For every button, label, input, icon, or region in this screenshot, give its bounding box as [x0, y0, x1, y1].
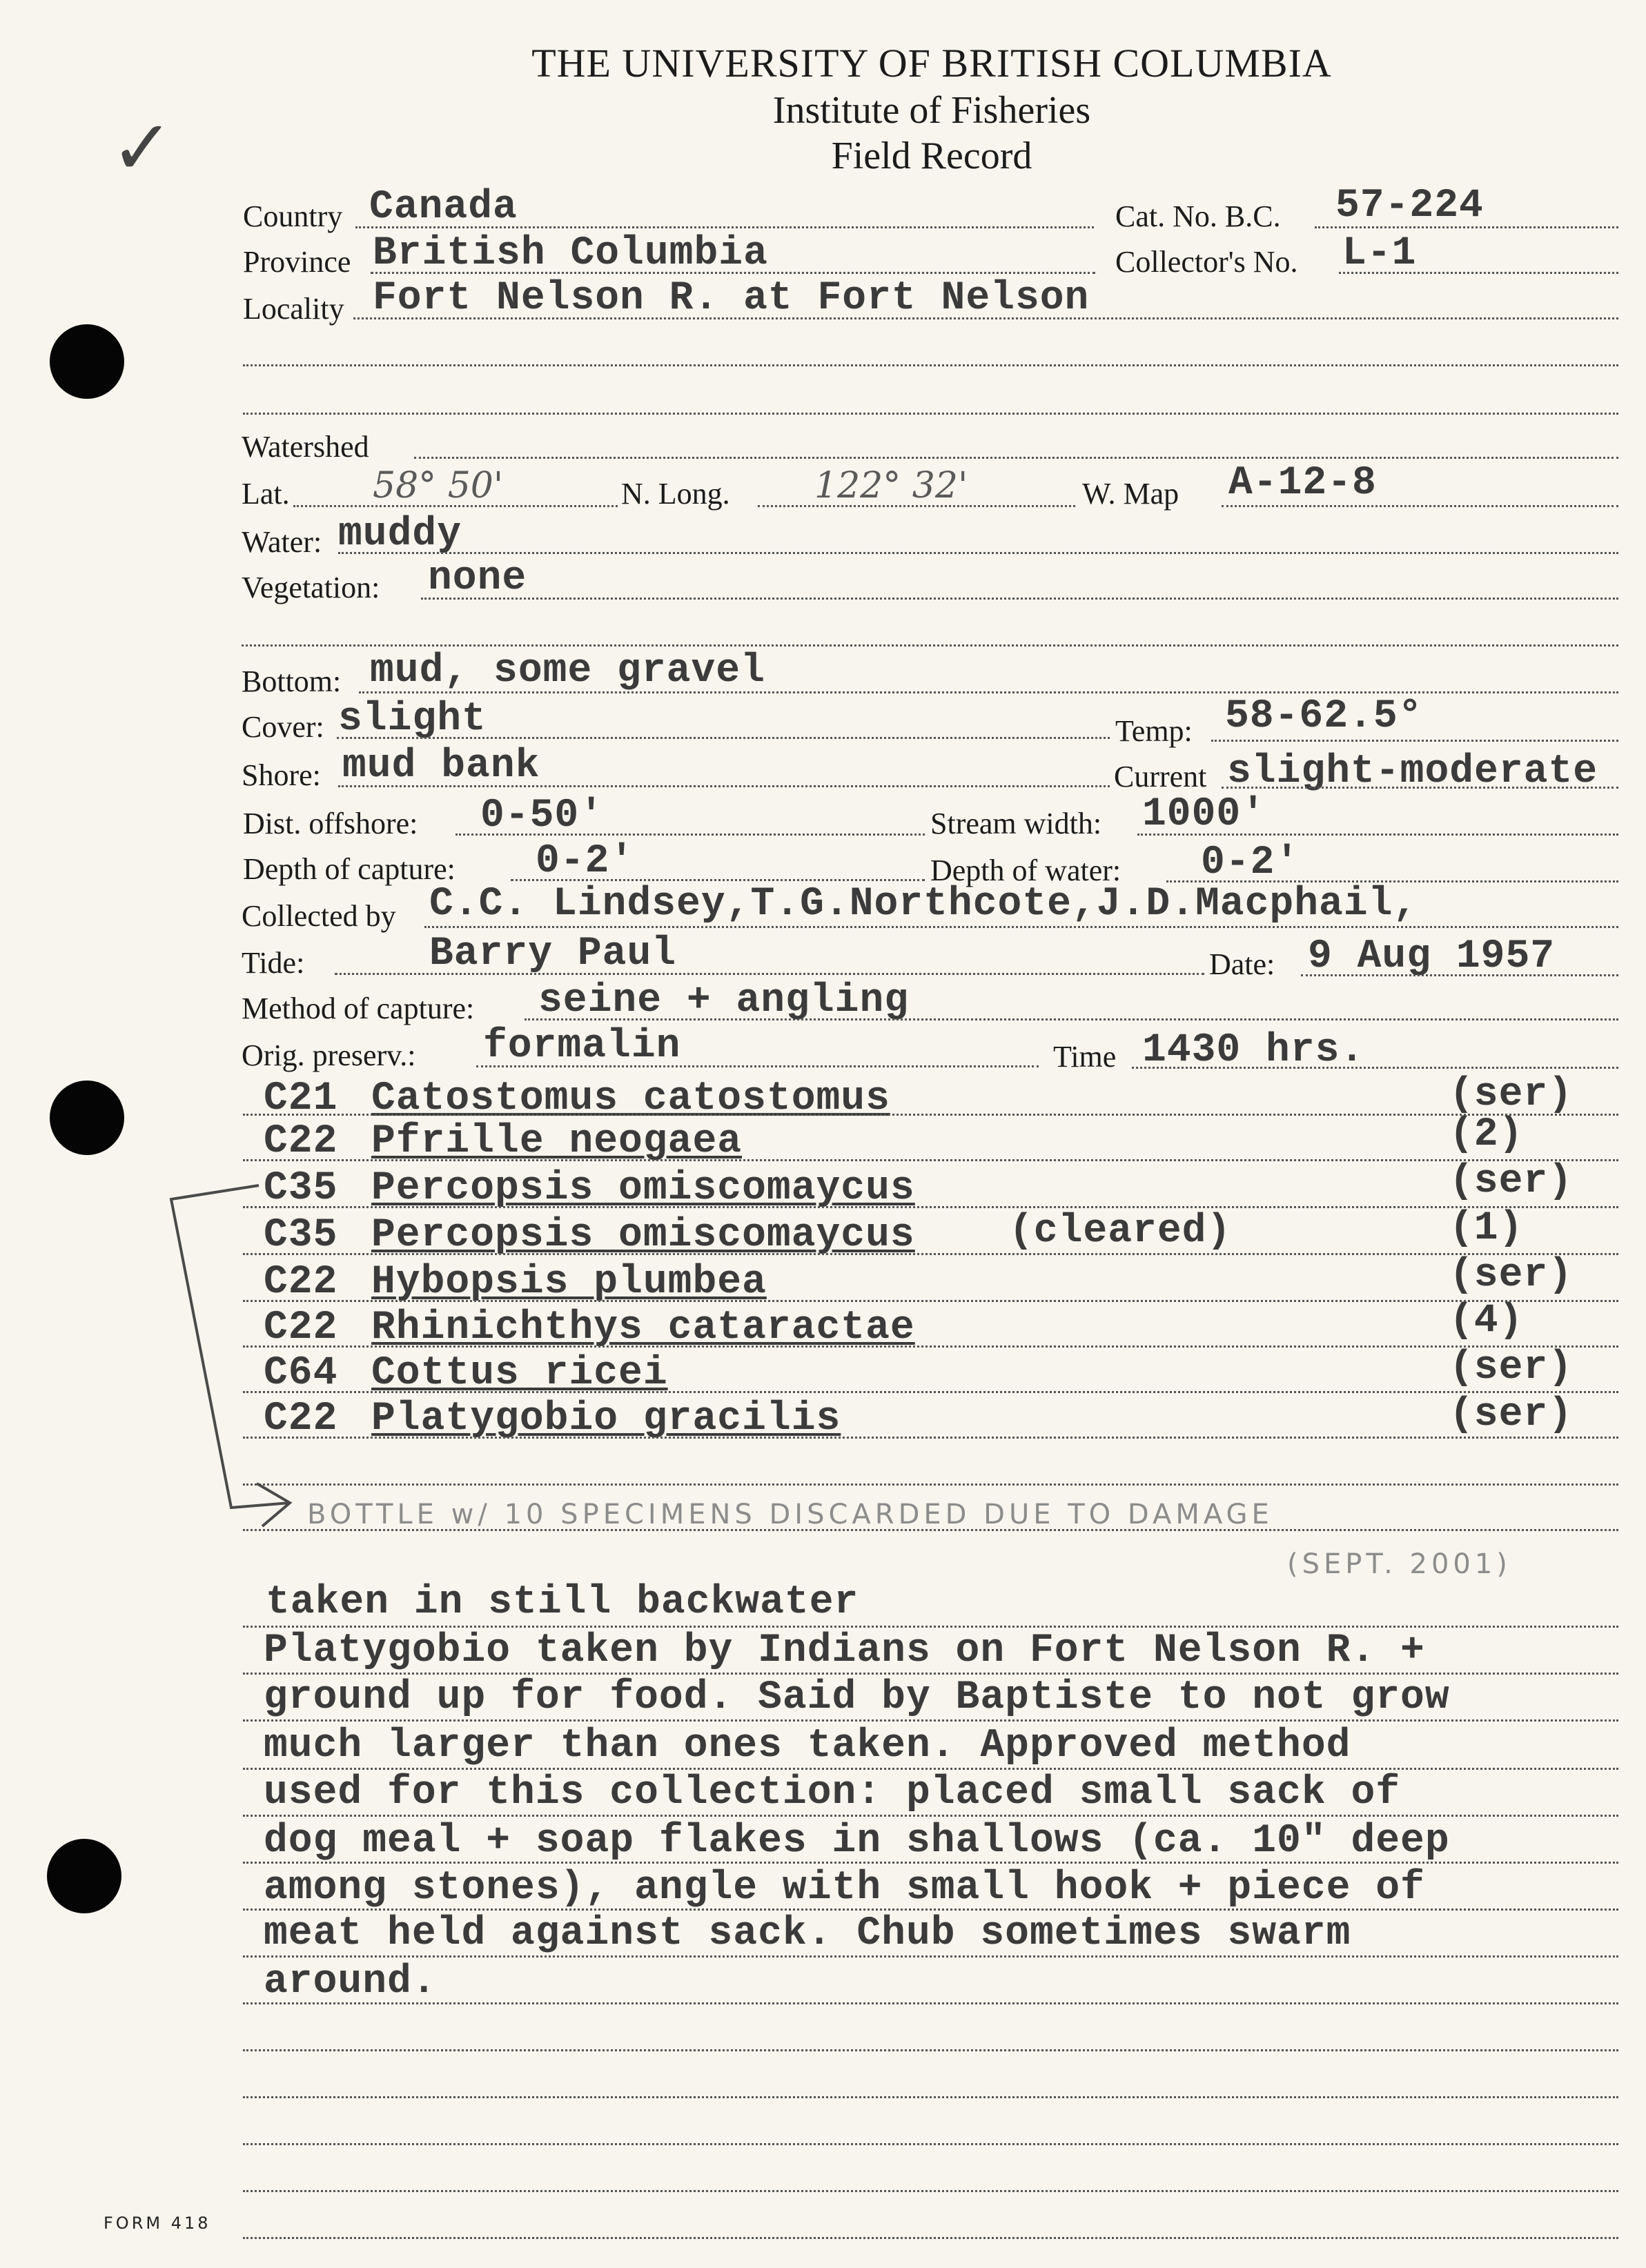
species-code: C22	[264, 1397, 338, 1441]
cat-no-value: 57-224	[1335, 184, 1484, 228]
long-value: 122° 32'	[814, 465, 968, 506]
species-name: Platygobio gracilis	[371, 1397, 841, 1441]
water-label: Water:	[242, 525, 322, 559]
watershed-line	[414, 457, 1618, 459]
cover-value: slight	[338, 697, 487, 742]
punch-hole-bottom	[47, 1839, 121, 1913]
remarks-line: ground up for food. Said by Baptiste to not grow	[264, 1675, 1450, 1720]
institute-title: Institute of Fisheries	[772, 89, 1091, 132]
species-count: (ser)	[1449, 1345, 1574, 1390]
preserv-value: formalin	[483, 1024, 681, 1069]
vegetation-value: none	[428, 556, 527, 601]
species-note: (cleared)	[1009, 1209, 1232, 1254]
dist-offshore-label: Dist. offshore:	[243, 807, 418, 840]
species-count: (ser)	[1449, 1072, 1574, 1117]
vegetation-label: Vegetation:	[242, 571, 380, 604]
shore-label: Shore:	[242, 758, 321, 792]
depth-capture-label: Depth of capture:	[243, 852, 455, 886]
record-title: Field Record	[831, 135, 1032, 177]
species-code: C35	[264, 1213, 338, 1258]
map-value: A-12-8	[1228, 461, 1377, 506]
species-count: (4)	[1449, 1299, 1524, 1343]
punch-hole-middle	[50, 1081, 124, 1155]
species-count: (ser)	[1449, 1253, 1574, 1298]
shore-value: mud bank	[342, 744, 540, 789]
depth-water-label: Depth of water:	[930, 854, 1121, 887]
depth-capture-value: 0-2'	[536, 839, 635, 884]
remarks-line: much larger than ones taken. Approved method	[264, 1724, 1351, 1768]
form-number: FORM 418	[104, 2213, 211, 2233]
species-count: (ser)	[1449, 1159, 1574, 1204]
species-code: C64	[264, 1351, 338, 1396]
species-code: C22	[264, 1305, 338, 1350]
remarks-line: taken in still backwater	[266, 1580, 859, 1625]
collected-by-label: Collected by	[242, 899, 396, 933]
water-value: muddy	[338, 512, 462, 557]
cover-label: Cover:	[242, 710, 324, 744]
species-count: (ser)	[1449, 1392, 1574, 1437]
stream-width-label: Stream width:	[930, 807, 1102, 840]
time-value: 1430 hrs.	[1142, 1028, 1365, 1073]
discard-note-date: (SEPT. 2001)	[1287, 1548, 1511, 1580]
locality-value: Fort Nelson R. at Fort Nelson	[373, 276, 1090, 321]
species-name: Rhinichthys cataractae	[371, 1305, 915, 1350]
remarks-line: used for this collection: placed small sack of	[264, 1771, 1401, 1815]
discard-note: BOTTLE w/ 10 SPECIMENS DISCARDED DUE TO DAMAGE	[307, 1499, 1273, 1530]
bottom-label: Bottom:	[242, 664, 342, 698]
lat-label: Lat.	[242, 477, 290, 511]
species-code: C22	[264, 1119, 338, 1164]
remarks-line: around.	[264, 1960, 437, 2004]
species-code: C21	[264, 1076, 338, 1121]
remarks-line: among stones), angle with small hook + piece of	[264, 1866, 1425, 1911]
species-name: Percopsis omiscomaycus	[371, 1166, 915, 1211]
species-name: Percopsis omiscomaycus	[371, 1213, 915, 1258]
depth-water-value: 0-2'	[1201, 840, 1300, 885]
province-value: British Columbia	[373, 231, 768, 276]
species-name: Hybopsis plumbea	[371, 1260, 767, 1305]
watershed-label: Watershed	[242, 430, 369, 464]
check-mark: ✓	[110, 103, 175, 192]
current-value: slight-moderate	[1227, 749, 1598, 794]
species-code: C35	[264, 1166, 338, 1211]
punch-hole-top	[50, 324, 124, 399]
collected-by-value: C.C. Lindsey,T.G.Northcote,J.D.Macphail,	[429, 882, 1418, 927]
remarks-line: dog meal + soap flakes in shallows (ca. 10" deep	[264, 1819, 1450, 1864]
long-label: N. Long.	[621, 477, 730, 511]
dist-offshore-value: 0-50'	[480, 793, 605, 838]
collected-by-value-continued: Barry Paul	[429, 931, 677, 976]
species-count: (2)	[1449, 1112, 1524, 1157]
country-label: Country	[243, 199, 343, 233]
remarks-line: Platygobio taken by Indians on Fort Nelson R. +	[264, 1628, 1425, 1673]
species-name: Cottus ricei	[371, 1351, 668, 1396]
method-label: Method of capture:	[242, 992, 475, 1025]
temp-value: 58-62.5°	[1225, 694, 1423, 739]
date-label: Date:	[1209, 947, 1275, 981]
stream-width-value: 1000'	[1142, 792, 1266, 837]
map-label: W. Map	[1082, 477, 1179, 511]
current-label: Current	[1114, 760, 1207, 793]
locality-label: Locality	[243, 292, 344, 326]
time-label: Time	[1053, 1040, 1117, 1074]
cat-no-label: Cat. No. B.C.	[1115, 199, 1281, 233]
collector-no-label: Collector's No.	[1115, 245, 1298, 279]
collector-no-value: L-1	[1342, 231, 1417, 276]
province-label: Province	[243, 245, 351, 279]
temp-label: Temp:	[1115, 714, 1193, 748]
tide-label: Tide:	[242, 946, 305, 980]
species-count: (1)	[1449, 1206, 1524, 1251]
university-title: THE UNIVERSITY OF BRITISH COLUMBIA	[531, 41, 1332, 86]
species-name: Catostomus catostomus	[371, 1076, 890, 1121]
bottom-value: mud, some gravel	[370, 649, 765, 693]
species-code: C22	[264, 1260, 338, 1305]
preserv-label: Orig. preserv.:	[242, 1038, 416, 1072]
remarks-line: meat held against sack. Chub sometimes swarm	[264, 1911, 1351, 1956]
lat-value: 58° 50'	[373, 465, 504, 506]
method-value: seine + angling	[538, 978, 910, 1023]
species-name: Pfrille neogaea	[371, 1119, 743, 1164]
date-value: 9 Aug 1957	[1308, 934, 1556, 979]
country-value: Canada	[369, 185, 518, 230]
